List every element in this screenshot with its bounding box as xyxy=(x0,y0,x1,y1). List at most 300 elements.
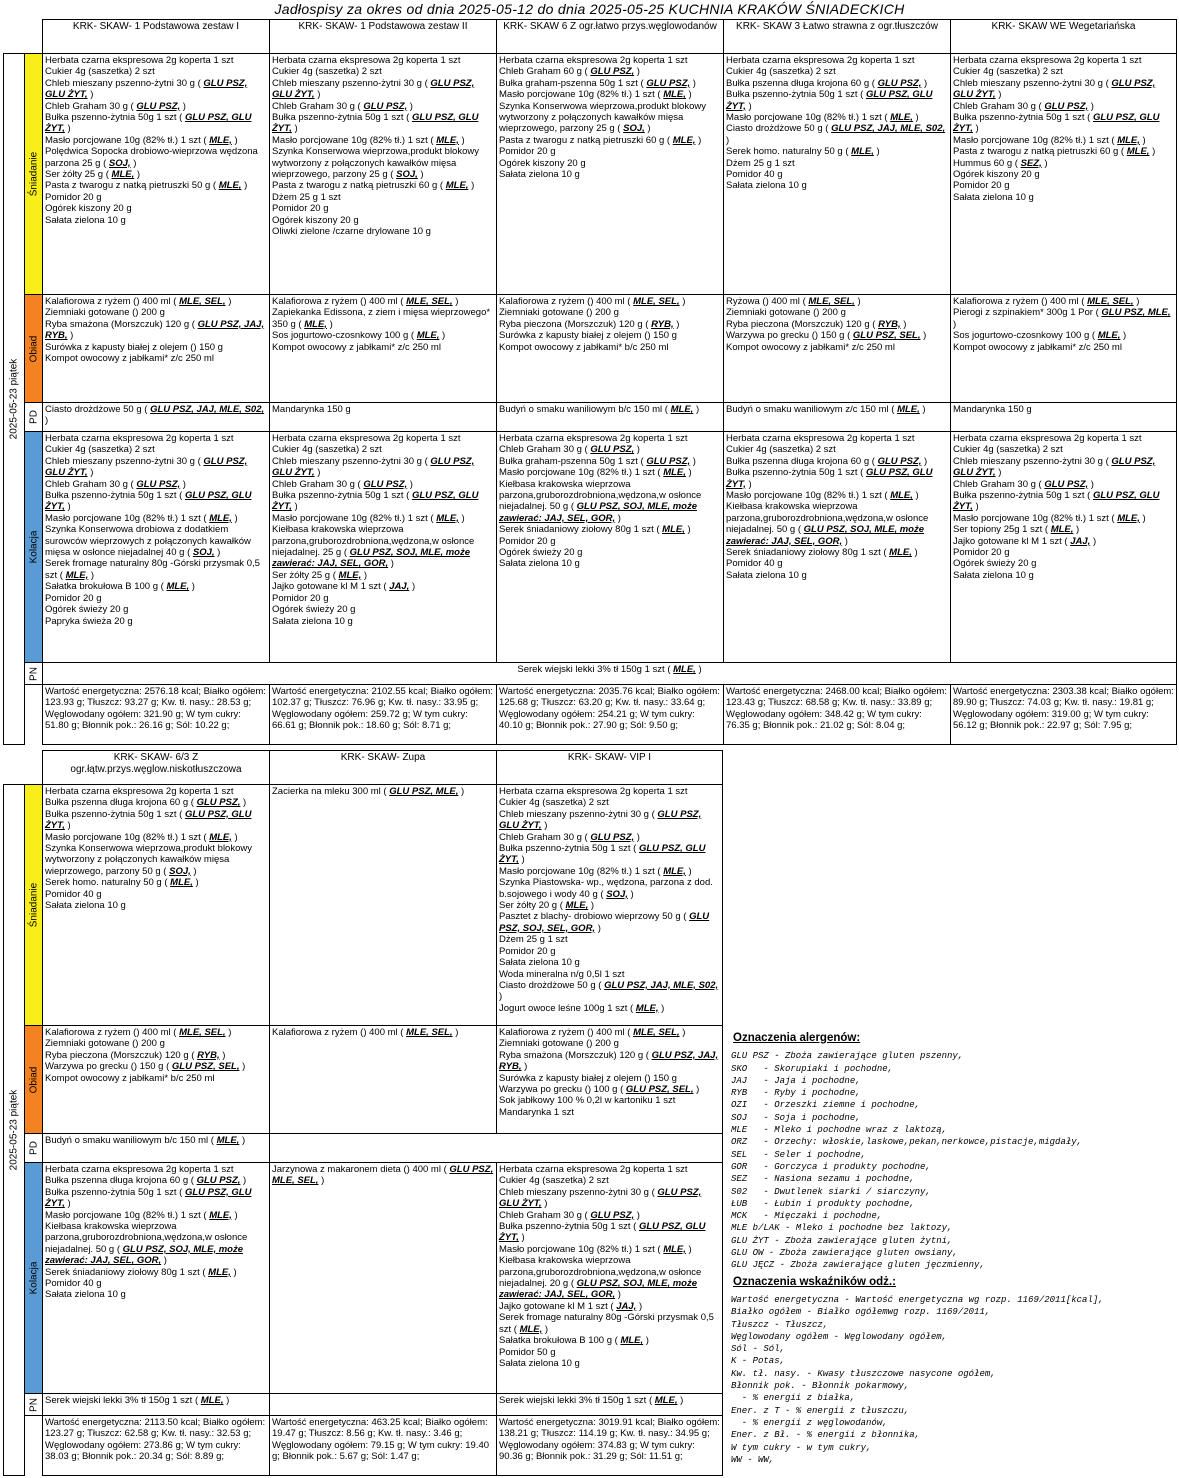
allergen-codes: RYB, xyxy=(197,1049,220,1061)
menu-item: Chleb mieszany pszenno-żytni 30 g ( GLU PSZ, GLU ŻYT, ) xyxy=(45,77,248,101)
menu-item: Ziemniaki gotowane () 200 g xyxy=(499,1038,619,1050)
allergen-codes: GLU PSZ, xyxy=(646,77,691,89)
menu-item: Serek śniadaniowy ziołowy 80g 1 szt ( MLE, ) xyxy=(726,547,918,559)
menu-item: Serek wiejski lekki 3% tł 150g 1 szt ( MLE, ) xyxy=(499,1395,684,1406)
menu-item: Ciasto drożdżowe 50 g ( GLU PSZ, JAJ, MLE, S02, ) xyxy=(726,123,946,146)
menu-item: Bułka pszenno-żytnia 50g 1 szt ( GLU PSZ, GLU ŻYT, ) xyxy=(45,112,252,135)
menu-item: Masło porcjowane 10g (82% tł.) 1 szt ( MLE, ) xyxy=(45,831,238,843)
allergen-codes: GLU PSZ, GLU ŻYT, xyxy=(953,490,1160,513)
menu-item: Ryba pieczona (Morszczuk) 120 g ( RYB, ) xyxy=(45,1049,226,1061)
allergen-codes: GLU PSZ, xyxy=(877,455,922,467)
allergen-legend-item: OZI - Orzeszki ziemne i pochodne, xyxy=(731,1100,921,1111)
menu-item: Chleb Graham 30 g ( GLU PSZ, ) xyxy=(45,478,186,490)
menu-item: Ziemniaki gotowane () 200 g xyxy=(45,307,165,319)
allergen-codes: MLE, xyxy=(670,404,694,415)
menu-item: Ser topiony 25g 1 szt ( MLE, ) xyxy=(953,524,1080,536)
menu-cell xyxy=(497,1026,723,1134)
indicator-legend-item: - % energii z białka, xyxy=(731,1393,856,1404)
menu-item: Herbata czarna ekspresowa 2g koperta 1 szt xyxy=(45,1164,234,1175)
allergen-codes: GLU PSZ, JAJ, MLE, S02, xyxy=(831,123,946,135)
menu-item: Kiełbasa krakowska wieprzowa parzona,gruborozdrobniona,wędzona,w osłonce niejadalnej. 25 g ( GLU PSZ, SOJ, MLE, może zawierać: JAJ, SEL, GOR, ) xyxy=(272,524,475,570)
menu-item: Herbata czarna ekspresowa 2g koperta 1 szt xyxy=(499,786,688,797)
allergen-codes: SOJ, xyxy=(623,123,645,135)
allergen-legend-item: SOJ - Soja i pochodne, xyxy=(731,1112,861,1123)
date-label: 2025-05-23 piątek xyxy=(8,1089,20,1171)
menu-item: Warzywa po grecku () 100 g ( GLU PSZ, SEL, ) xyxy=(499,1084,700,1096)
allergen-codes: GLU PSZ, SEL, xyxy=(625,1084,694,1096)
allergen-codes: GLU PSZ, MLE, SEL, xyxy=(272,1164,494,1187)
menu-item: Szynka Konserwowa wieprzowa,produkt blokowy wytworzony z połączonych kawałków mięsa wieprzowego, parzony 50 g ( SOJ, ) xyxy=(45,843,252,877)
menu-item: Pasta z twarogu z natką pietruszki 60 g ( MLE, ) xyxy=(272,180,475,192)
menu-item: Kompot owocowy z jabłkami* b/c 250 ml xyxy=(499,341,669,353)
menu-item: Pomidor 20 g xyxy=(953,547,1010,559)
allergen-codes: MLE, xyxy=(65,569,89,581)
menu-item: Masło porcjowane 10g (82% tł.) 1 szt ( MLE, ) xyxy=(726,112,919,124)
menu-item: Bułka pszenno-żytnia 50g 1 szt ( GLU PSZ, GLU ŻYT, ) xyxy=(953,112,1160,135)
menu-item: Masło porcjowane 10g (82% tł.) 1 szt ( MLE, ) xyxy=(499,865,692,877)
menu-item: Kiełbasa krakowska wieprzowa parzona,gruborozdrobniona,wędzona,w osłonce niejadalnej. 20 g ( GLU PSZ, SOJ, MLE, może zawierać: JAJ, SEL, GOR, ) xyxy=(499,1255,702,1301)
diet-header: KRK- SKAW 3 Łatwo strawna z ogr.tłuszczów xyxy=(724,20,951,54)
menu-item: Bułka pszenna długa krojona 60 g ( GLU PSZ, ) xyxy=(726,77,928,89)
allergen-codes: GLU PSZ, MLE, xyxy=(389,786,459,797)
menu-item: Cukier 4g (saszetka) 2 szt xyxy=(726,444,836,456)
menu-item: Cukier 4g (saszetka) 2 szt xyxy=(45,444,155,456)
allergen-codes: MLE, SEL, xyxy=(633,1027,680,1038)
menu-item: Cukier 4g (saszetka) 2 szt xyxy=(272,444,382,456)
menu-item: Pomidor 20 g xyxy=(272,592,329,604)
menu-item: Pomidor 40 g xyxy=(726,558,783,570)
nutrition-summary xyxy=(724,685,951,745)
menu-item: Ogórek świeży 20 g xyxy=(45,604,129,616)
allergen-codes: JAJ, xyxy=(616,1300,637,1312)
menu-item: Ziemniaki gotowane () 200 g xyxy=(726,307,846,319)
allergen-legend-item: SEL - Seler i pochodne, xyxy=(731,1149,867,1160)
menu-item: Jajko gotowane kl M 1 szt ( JAJ, ) xyxy=(953,535,1097,547)
indicator-legend-item: Ener. z Bł. - % energii z błonnika, xyxy=(731,1430,921,1441)
menu-cell xyxy=(951,54,1177,295)
allergen-codes: MLE, SEL, xyxy=(406,1027,453,1038)
allergen-codes: MLE, xyxy=(209,512,232,524)
diet-header: KRK- SKAW- Zupa xyxy=(270,751,497,785)
allergen-codes: GLU PSZ, xyxy=(1044,478,1089,490)
menu-item: Sałata zielona 10 g xyxy=(272,615,353,627)
allergen-codes: MLE, xyxy=(663,89,686,101)
menu-cell-pn xyxy=(43,663,1177,685)
allergen-codes: MLE, xyxy=(436,134,459,146)
menu-item: Sałata zielona 10 g xyxy=(45,1289,126,1301)
menu-cell xyxy=(951,295,1177,403)
menu-cell xyxy=(43,785,270,1026)
meal-label-sniadanie: Śniadanie xyxy=(25,54,43,295)
allergen-codes: GLU PSZ, SOJ, SEL, GOR, xyxy=(499,911,710,934)
allergen-legend-item: JAJ - Jaja i pochodne, xyxy=(731,1075,861,1086)
allergen-codes: MLE, SEL, xyxy=(1087,296,1134,307)
menu-item: Sałata zielona 10 g xyxy=(499,957,580,969)
menu-item: Chleb mieszany pszenno-żytni 30 g ( GLU PSZ, GLU ŻYT, ) xyxy=(499,808,702,832)
diet-header: KRK- SKAW- 1 Podstawowa zestaw I xyxy=(43,20,270,54)
menu-item: Bułka pszenna długa krojona 60 g ( GLU PSZ, ) xyxy=(45,797,247,809)
nutrition-summary xyxy=(270,1416,497,1476)
indicator-legend-item: Węglowodany ogółem - Węglowodany ogółem, xyxy=(731,1331,948,1342)
allergen-codes: MLE, xyxy=(673,664,696,675)
menu-cell xyxy=(43,1026,270,1134)
menu-item: Chleb mieszany pszenno-żytni 30 g ( GLU PSZ, GLU ŻYT, ) xyxy=(272,77,475,101)
menu-item: Masło porcjowane 10g (82% tł.) 1 szt ( MLE, ) xyxy=(45,512,238,524)
menu-item: Jogurt owoce leśne 100g 1 szt ( MLE, ) xyxy=(499,1002,665,1014)
menu-item: Kalafiorowa z ryżem () 400 ml ( MLE, SEL, ) xyxy=(45,296,232,307)
menu-item: Serek homo. naturalny 50 g ( MLE, ) xyxy=(45,877,199,889)
indicator-legend-item: W tym cukry - w tym cukry, xyxy=(731,1442,872,1453)
menu-cell xyxy=(270,1134,723,1163)
meal-label-obiad: Obiad xyxy=(25,1026,43,1134)
menu-cell xyxy=(270,1394,497,1416)
allergen-codes: GLU PSZ, SOJ, MLE, może zawierać: JAJ, SEL, GOR, xyxy=(499,501,698,524)
menu-item: Masło porcjowane 10g (82% tł.) 1 szt ( MLE, ) xyxy=(499,1243,692,1255)
meal-label-kolacja: Kolacja xyxy=(25,1163,43,1394)
indicator-legend-item: Białko ogółem - Białko ogółemwg rozp. 1169/2011, xyxy=(731,1307,991,1318)
menu-item: Kiełbasa krakowska wieprzowa parzona,gruborozdrobniona,wędzona,w osłonce niejadalnej. 50 g ( GLU PSZ, SOJ, MLE, może zawierać: JAJ, SEL, GOR, ) xyxy=(499,478,702,524)
menu-item: Zapiekanka Edissona, z ziem i mięsa wieprzowego* 350 g ( MLE, ) xyxy=(272,307,491,330)
menu-item: Sałata zielona 10 g xyxy=(953,191,1034,203)
menu-item: Surówka z kapusty białej z olejem () 150 g xyxy=(45,341,223,353)
menu-cell xyxy=(270,1026,497,1134)
menu-item: Wartość energetyczna: 2102.55 kcal; Białko ogółem: 102.37 g; Tłuszcz: 76.96 g; Kw. tł. nasy.: 33.95 g; Węglowodany ogółem: 259.72 g; W tym cukry: 66.61 g; Błonnik pok.: 18.60 g; Sól: 8.71 g; xyxy=(272,686,493,732)
menu-item: Szynka Konserwowa wieprzowa,produkt blokowy wytworzony z połączonych kawałków mięsa wieprzowego, parzony 25 g ( SOJ, ) xyxy=(272,146,479,181)
allergen-codes: JAJ, xyxy=(1070,535,1091,547)
menu-item: Cukier 4g (saszetka) 2 szt xyxy=(45,66,155,78)
allergen-codes: MLE, xyxy=(209,134,232,146)
allergen-codes: GLU PSZ, xyxy=(877,77,922,89)
menu-cell xyxy=(43,1163,270,1394)
allergen-codes: GLU PSZ, xyxy=(136,100,181,112)
menu-item: Pomidor 20 g xyxy=(45,592,102,604)
menu-item: Kalafiorowa z ryżem () 400 ml ( MLE, SEL, ) xyxy=(499,296,686,307)
meal-label-pd: PD xyxy=(25,403,43,432)
menu-item: Zacierka na mleku 300 ml ( GLU PSZ, MLE, ) xyxy=(272,786,465,797)
allergen-codes: GLU PSZ, GLU ŻYT, xyxy=(272,490,479,513)
allergen-codes: MLE, xyxy=(663,1243,686,1255)
allergen-codes: MLE, xyxy=(672,134,696,146)
menu-item: Ogórek kiszony 20 g xyxy=(499,157,586,169)
menu-item: Papryka świeża 20 g xyxy=(45,615,133,627)
menu-item: Jarzynowa z makaronem dieta () 400 ml ( GLU PSZ, MLE, SEL, ) xyxy=(272,1164,494,1187)
menu-item: Warzywa po grecku () 150 g ( GLU PSZ, SEL, ) xyxy=(45,1061,246,1073)
menu-item: Masło porcjowane 10g (82% tł.) 1 szt ( MLE, ) xyxy=(45,134,238,146)
diet-header: KRK- SKAW 6 Z ogr.łatwo przys.węglowodanów xyxy=(497,20,724,54)
menu-item: Surówka z kapusty białej z olejem () 150 g xyxy=(499,1072,677,1084)
menu-item: Ziemniaki gotowane () 200 g xyxy=(499,307,619,319)
menu-item: Chleb Graham 30 g ( GLU PSZ, ) xyxy=(499,831,640,843)
allergen-legend-item: ORZ - Orzechy: włoskie,laskowe,pekan,nerkowce,pistacje,migdały, xyxy=(731,1137,1083,1148)
allergen-codes: MLE, xyxy=(635,1002,659,1014)
allergen-codes: MLE, xyxy=(663,467,686,479)
nutrition-summary xyxy=(270,685,497,745)
menu-item: Chleb mieszany pszenno-żytni 30 g ( GLU PSZ, GLU ŻYT, ) xyxy=(45,455,248,479)
page-title: Jadłospisy za okres od dnia 2025-05-12 do dnia 2025-05-25 KUCHNIA KRAKÓW ŚNIADECKICH xyxy=(274,1,905,17)
nutrition-summary xyxy=(497,1416,723,1476)
menu-item: Herbata czarna ekspresowa 2g koperta 1 szt xyxy=(726,55,915,66)
diet-header: KRK- SKAW- VIP I xyxy=(497,751,723,785)
menu-item: Herbata czarna ekspresowa 2g koperta 1 szt xyxy=(45,433,234,444)
menu-cell xyxy=(43,295,270,403)
allergen-legend-item: SEZ - Nasiona sezamu i pochodne, xyxy=(731,1174,915,1185)
allergen-codes: JAJ, xyxy=(389,581,410,593)
menu-table-top xyxy=(3,19,1177,745)
menu-item: Kompot owocowy z jabłkami* z/c 250 ml xyxy=(726,341,895,353)
allergen-codes: MLE, xyxy=(218,180,242,192)
menu-item: Warzywa po grecku () 150 g ( GLU PSZ, SEL, ) xyxy=(726,330,927,342)
menu-item: Wartość energetyczna: 463.25 kcal; Białko ogółem: 19.47 g; Tłuszcz: 8.56 g; Kw. tł. nasy.: 3.46 g; Węglowodany ogółem: 79.15 g; W tym cukry: 19.40 g; Błonnik pok.: 5.67 g; Sól: 1.47 g; xyxy=(272,1417,490,1463)
menu-cell xyxy=(497,54,724,295)
menu-item: Mandarynka 150 g xyxy=(272,404,351,415)
allergen-codes: SOJ, xyxy=(169,865,191,877)
allergen-codes: GLU PSZ, GLU ŻYT, xyxy=(953,77,1156,101)
menu-item: Herbata czarna ekspresowa 2g koperta 1 szt xyxy=(272,55,461,66)
menu-item: Cukier 4g (saszetka) 2 szt xyxy=(499,1175,609,1187)
allergen-codes: GLU PSZ, SOJ, MLE, może zawierać: JAJ, SEL, GOR, xyxy=(45,1243,244,1267)
allergen-codes: GLU PSZ, GLU ŻYT, xyxy=(45,1186,252,1210)
meal-label-kolacja: Kolacja xyxy=(25,432,43,663)
allergen-codes: GLU PSZ, xyxy=(196,1175,241,1187)
indicator-legend-item: Błonnik pok. - Błonnik pokarmowy, xyxy=(731,1381,910,1392)
allergen-legend-item: GOR - Gorczyca i produkty pochodne, xyxy=(731,1161,931,1172)
allergen-codes: GLU PSZ, GLU ŻYT, xyxy=(45,808,252,832)
menu-item: Wartość energetyczna: 2113.50 kcal; Białko ogółem: 123.27 g; Tłuszcz: 62.58 g; Kw. tł. nasy.: 32.53 g; Węglowodany ogółem: 273.86 g; W tym cukry: 38.03 g; Błonnik pok.: 20.34 g; Sól: 8.89 g; xyxy=(45,1417,266,1463)
menu-item: Herbata czarna ekspresowa 2g koperta 1 szt xyxy=(499,1164,688,1175)
allergen-codes: GLU PSZ, JAJ, MLE, S02, xyxy=(604,979,719,991)
menu-item: Bułka graham-pszenna 50g 1 szt ( GLU PSZ, ) xyxy=(499,77,696,89)
allergen-codes: MLE, xyxy=(166,581,190,593)
allergen-codes: MLE, xyxy=(1050,524,1074,536)
allergen-codes: GLU PSZ, xyxy=(136,478,181,490)
allergen-codes: MLE, xyxy=(620,1335,644,1347)
menu-item: Surówka z kapusty białej z olejem () 150 g xyxy=(499,330,677,342)
menu-item: Sałata zielona 10 g xyxy=(499,1357,580,1369)
menu-item: Budyń o smaku waniliowym b/c 150 ml ( MLE, ) xyxy=(499,404,700,415)
menu-item: Masło porcjowane 10g (82% tł.) 1 szt ( MLE, ) xyxy=(272,134,465,146)
menu-item: Herbata czarna ekspresowa 2g koperta 1 szt xyxy=(953,55,1142,66)
menu-item: Kompot owocowy z jabłkami* z/c 250 ml xyxy=(953,341,1122,353)
allergen-codes: GLU PSZ, GLU ŻYT, xyxy=(45,77,248,101)
allergen-codes: GLU PSZ, xyxy=(646,455,691,467)
allergens-title: Oznaczenia alergenów: xyxy=(733,1032,861,1044)
menu-item: Kiełbasa krakowska wieprzowa parzona,gruborozdrobniona,wędzona,w osłonce niejadalnej. 50 g ( GLU PSZ, SOJ, MLE, może zawierać: JAJ, SEL, GOR, ) xyxy=(45,1221,248,1267)
menu-item: Chleb mieszany pszenno-żytni 30 g ( GLU PSZ, GLU ŻYT, ) xyxy=(499,1186,702,1210)
menu-item: Serek wiejski lekki 3% tł 150g 1 szt ( MLE, ) xyxy=(45,1395,230,1406)
menu-item: Bułka pszenno-żytnia 50g 1 szt ( GLU PSZ, GLU ŻYT, ) xyxy=(953,490,1160,513)
allergen-codes: GLU PSZ, MLE, xyxy=(1101,307,1171,319)
allergen-codes: MLE, xyxy=(304,318,327,330)
menu-item: Chleb Graham 30 g ( GLU PSZ, ) xyxy=(272,478,413,490)
allergen-codes: MLE, xyxy=(416,330,440,342)
nutrition-summary xyxy=(951,685,1177,745)
menu-item: Wartość energetyczna: 2468.00 kcal; Białko ogółem: 123.43 g; Tłuszcz: 68.58 g; Kw. tł. nasy.: 33.89 g; Węglowodany ogółem: 348.42 g; W tym cukry: 76.35 g; Błonnik pok.: 21.02 g; Sól: 8.04 g; xyxy=(726,686,947,732)
menu-item: Pomidor 20 g xyxy=(499,535,556,547)
allergen-codes: GLU PSZ, xyxy=(590,831,635,843)
allergen-codes: MLE, xyxy=(1097,330,1121,342)
menu-item: Bułka pszenno-żytnia 50g 1 szt ( GLU PSZ, GLU ŻYT, ) xyxy=(45,490,252,513)
meal-label-obiad: Obiad xyxy=(25,295,43,403)
nutrition-summary xyxy=(43,1416,270,1476)
allergen-codes: MLE, xyxy=(663,865,686,877)
menu-item: Jajko gotowane kl M 1 szt ( JAJ, ) xyxy=(272,581,416,593)
allergen-codes: GLU PSZ, xyxy=(1044,100,1089,112)
menu-item: Kalafiorowa z ryżem () 400 ml ( MLE, SEL, ) xyxy=(953,296,1140,307)
menu-item: Masło porcjowane 10g (82% tł.) 1 szt ( MLE, ) xyxy=(726,490,919,502)
menu-table-bottom xyxy=(3,750,723,1476)
allergen-codes: GLU PSZ, SEL, xyxy=(171,1061,240,1073)
menu-item: Szynka Konserwowa drobiowa z dodatkiem surowców wieprzowych z połączonych kawałków mięsa w osłonce niejadalnej 40 g ( SOJ, ) xyxy=(45,524,251,559)
menu-item: Chleb Graham 30 g ( GLU PSZ, ) xyxy=(499,444,640,456)
menu-item: Wartość energetyczna: 2035.76 kcal; Białko ogółem: 125.68 g; Tłuszcz: 63.20 g; Kw. tł. nasy.: 33.64 g; Węglowodany ogółem: 254.21 g; W tym cukry: 40.10 g; Błonnik pok.: 27.90 g; Sól: 9.50 g; xyxy=(499,686,720,732)
menu-item: Ciasto drożdżowe 50 g ( GLU PSZ, JAJ, MLE, S02, ) xyxy=(499,979,719,1003)
indicator-legend-item: - % energii z węglowodanów, xyxy=(731,1417,888,1428)
allergen-codes: MLE, xyxy=(445,180,469,192)
menu-item: Mandarynka 150 g xyxy=(953,404,1032,415)
allergen-legend-item: GLU ŻYT - Zboża zawierające gluten żytni, xyxy=(731,1235,953,1246)
menu-item: Pomidor 40 g xyxy=(726,169,783,181)
meal-label-pd: PD xyxy=(25,1134,43,1163)
allergen-legend-item: MLE b/LAK - Mleko i pochodne bez laktozy, xyxy=(731,1223,953,1234)
allergen-codes: GLU PSZ, SEL, xyxy=(852,330,921,342)
allergen-codes: MLE, SEL, xyxy=(633,296,680,307)
allergen-codes: GLU PSZ, xyxy=(363,100,408,112)
indicator-legend-item: Tłuszcz - Tłuszcz, xyxy=(731,1319,829,1330)
allergen-codes: GLU PSZ, SOJ, MLE, może zawierać: JAJ, SEL, GOR, xyxy=(726,524,925,547)
menu-item: Sok jabłkowy 100 % 0,2l w kartoniku 1 szt xyxy=(499,1095,676,1107)
allergen-codes: MLE, SEL, xyxy=(179,296,226,307)
meal-label-sniadanie: Śniadanie xyxy=(25,785,43,1026)
menu-item: Bułka pszenno-żytnia 50g 1 szt ( GLU PSZ, GLU ŻYT, ) xyxy=(726,467,933,490)
menu-cell xyxy=(270,785,497,1026)
menu-item: Budyń o smaku waniliowym b/c 150 ml ( MLE, ) xyxy=(45,1135,246,1146)
allergen-codes: MLE, xyxy=(208,1266,231,1278)
allergen-codes: GLU PSZ, xyxy=(590,66,635,78)
allergen-codes: MLE, xyxy=(654,1395,678,1406)
menu-item: Chleb Graham 30 g ( GLU PSZ, ) xyxy=(953,100,1094,112)
allergen-codes: RYB, xyxy=(878,318,901,330)
menu-item: Masło porcjowane 10g (82% tł.) 1 szt ( MLE, ) xyxy=(953,512,1146,524)
menu-item: Pomidor 20 g xyxy=(45,191,102,203)
menu-item: Herbata czarna ekspresowa 2g koperta 1 szt xyxy=(953,433,1142,444)
menu-item: Herbata czarna ekspresowa 2g koperta 1 szt xyxy=(499,55,688,66)
menu-item: Kalafiorowa z ryżem () 400 ml ( MLE, SEL, ) xyxy=(499,1027,686,1038)
menu-cell xyxy=(43,54,270,295)
menu-cell xyxy=(43,403,270,432)
menu-item: Kalafiorowa z ryżem () 400 ml ( MLE, SEL, ) xyxy=(272,296,459,307)
allergen-codes: GLU PSZ, JAJ, MLE, S02, xyxy=(150,404,265,415)
allergen-codes: MLE, xyxy=(200,1395,224,1406)
allergen-codes: GLU PSZ, GLU ŻYT, xyxy=(272,455,475,479)
indicator-legend-item: K - Potas, xyxy=(731,1356,786,1367)
menu-item: Bułka pszenna długa krojona 60 g ( GLU PSZ, ) xyxy=(726,455,928,467)
menu-item: Pomidor 50 g xyxy=(499,1346,556,1358)
allergen-codes: MLE, xyxy=(170,877,193,889)
allergen-codes: MLE, xyxy=(436,512,459,524)
menu-item: Pasta z twarogu z natką pietruszki 60 g ( MLE, ) xyxy=(499,134,702,146)
menu-item: Ogórek kiszony 20 g xyxy=(953,169,1040,181)
allergen-codes: GLU PSZ, GLU ŻYT, xyxy=(499,808,702,832)
menu-item: Sałata zielona 10 g xyxy=(499,558,580,570)
allergen-codes: MLE, xyxy=(1126,146,1150,158)
menu-item: Serek śniadaniowy ziołowy 80g 1 szt ( MLE, ) xyxy=(499,524,691,536)
allergen-codes: GLU PSZ, GLU ŻYT, xyxy=(726,89,933,112)
menu-item: Pomidor 20 g xyxy=(499,146,556,158)
menu-cell xyxy=(724,54,951,295)
menu-item: Ziemniaki gotowane () 200 g xyxy=(45,1038,165,1050)
allergen-legend-item: GLU OW - Zboża zawierające gluten owsiany, xyxy=(731,1248,958,1259)
menu-cell xyxy=(270,54,497,295)
date-cell xyxy=(4,785,25,1476)
menu-item: Pomidor 40 g xyxy=(45,888,102,900)
menu-item: Chleb Graham 30 g ( GLU PSZ, ) xyxy=(499,1209,640,1221)
allergen-legend-item: MCK - Mięczaki i pochodne, xyxy=(731,1211,883,1222)
menu-item: Sos jogurtowo-czosnkowy 100 g ( MLE, ) xyxy=(272,330,446,342)
allergen-codes: MLE, xyxy=(1117,512,1140,524)
menu-item: Ciasto drożdżowe 50 g ( GLU PSZ, JAJ, MLE, S02, ) xyxy=(45,404,265,427)
allergen-codes: MLE, xyxy=(209,831,232,843)
menu-item: Ser żółty 25 g ( MLE, ) xyxy=(272,569,368,581)
menu-item: Cukier 4g (saszetka) 2 szt xyxy=(272,66,382,78)
menu-item: Sałata zielona 10 g xyxy=(45,900,126,912)
menu-item: Kiełbasa krakowska wieprzowa parzona,gruborozdrobniona,wędzona,w osłonce niejadalnej. 50 g ( GLU PSZ, SOJ, MLE, może zawierać: JAJ, SEL, GOR, ) xyxy=(726,501,929,547)
menu-item: Ser żółty 25 g ( MLE, ) xyxy=(45,169,141,181)
menu-item: Ryba pieczona (Morszczuk) 120 g ( RYB, ) xyxy=(726,318,907,330)
allergen-codes: GLU PSZ, GLU ŻYT, xyxy=(45,112,252,135)
allergen-legend-item: SKO - Skorupiaki i pochodne, xyxy=(731,1063,894,1074)
allergen-codes: GLU PSZ, JAJ, RYB, xyxy=(45,318,265,342)
allergen-codes: MLE, SEL, xyxy=(179,1027,226,1038)
menu-item: Bułka graham-pszenna 50g 1 szt ( GLU PSZ, ) xyxy=(499,455,696,467)
allergen-codes: MLE, xyxy=(216,1135,240,1146)
menu-item: Ryba pieczona (Morszczuk) 120 g ( RYB, ) xyxy=(499,318,680,330)
allergen-legend-item: RYB - Ryby i pochodne, xyxy=(731,1088,861,1099)
menu-item: Mandarynka 1 szt xyxy=(499,1106,574,1118)
allergen-codes: SOJ, xyxy=(192,547,215,559)
date-cell xyxy=(4,54,25,745)
menu-item: Chleb mieszany pszenno-żytni 30 g ( GLU PSZ, GLU ŻYT, ) xyxy=(953,77,1156,101)
meal-label-pn: PN xyxy=(25,1394,43,1416)
indicator-list xyxy=(731,1294,1176,1466)
allergen-codes: GLU PSZ, SOJ, MLE, może zawierać: JAJ, SEL, GOR, xyxy=(272,547,471,570)
allergen-codes: MLE, xyxy=(890,490,913,502)
menu-cell xyxy=(724,432,951,663)
allergen-codes: SOJ, xyxy=(396,169,418,181)
menu-item: Ogórek kiszony 20 g xyxy=(45,203,132,215)
allergen-legend-item: S02 - Dwutlenek siarki / siarczyny, xyxy=(731,1186,931,1197)
allergen-codes: MLE, xyxy=(519,1323,543,1335)
menu-cell xyxy=(497,432,724,663)
nutrition-summary xyxy=(497,685,724,745)
menu-item: Bułka pszenno-żytnia 50g 1 szt ( GLU PSZ, GLU ŻYT, ) xyxy=(272,112,479,135)
allergen-codes: MLE, SEL, xyxy=(406,296,453,307)
allergen-codes: MLE, SEL, xyxy=(808,296,855,307)
allergen-codes: SEZ, xyxy=(1020,157,1042,169)
meal-label-pn: PN xyxy=(25,663,43,685)
allergen-codes: GLU PSZ, JAJ, RYB, xyxy=(499,1049,719,1073)
menu-item: Budyń o smaku waniliowym z/c 150 ml ( MLE, ) xyxy=(726,404,926,415)
allergen-codes: MLE, xyxy=(889,547,912,559)
menu-item: Jajko gotowane kl M 1 szt ( JAJ, ) xyxy=(499,1300,643,1312)
allergen-codes: GLU PSZ, GLU ŻYT, xyxy=(45,490,252,513)
allergen-codes: GLU PSZ, GLU ŻYT, xyxy=(499,1221,706,1244)
menu-item: Szynka Konserwowa wieprzowa,produkt blokowy wytworzony z połączonych kawałków mięsa wieprzowego, parzony 25 g ( SOJ, ) xyxy=(499,100,706,135)
allergen-codes: GLU PSZ, xyxy=(196,797,241,809)
menu-cell xyxy=(43,1134,270,1163)
menu-cell xyxy=(497,785,723,1026)
allergen-codes: GLU PSZ, xyxy=(590,1209,635,1221)
allergen-codes: MLE, xyxy=(565,900,589,912)
